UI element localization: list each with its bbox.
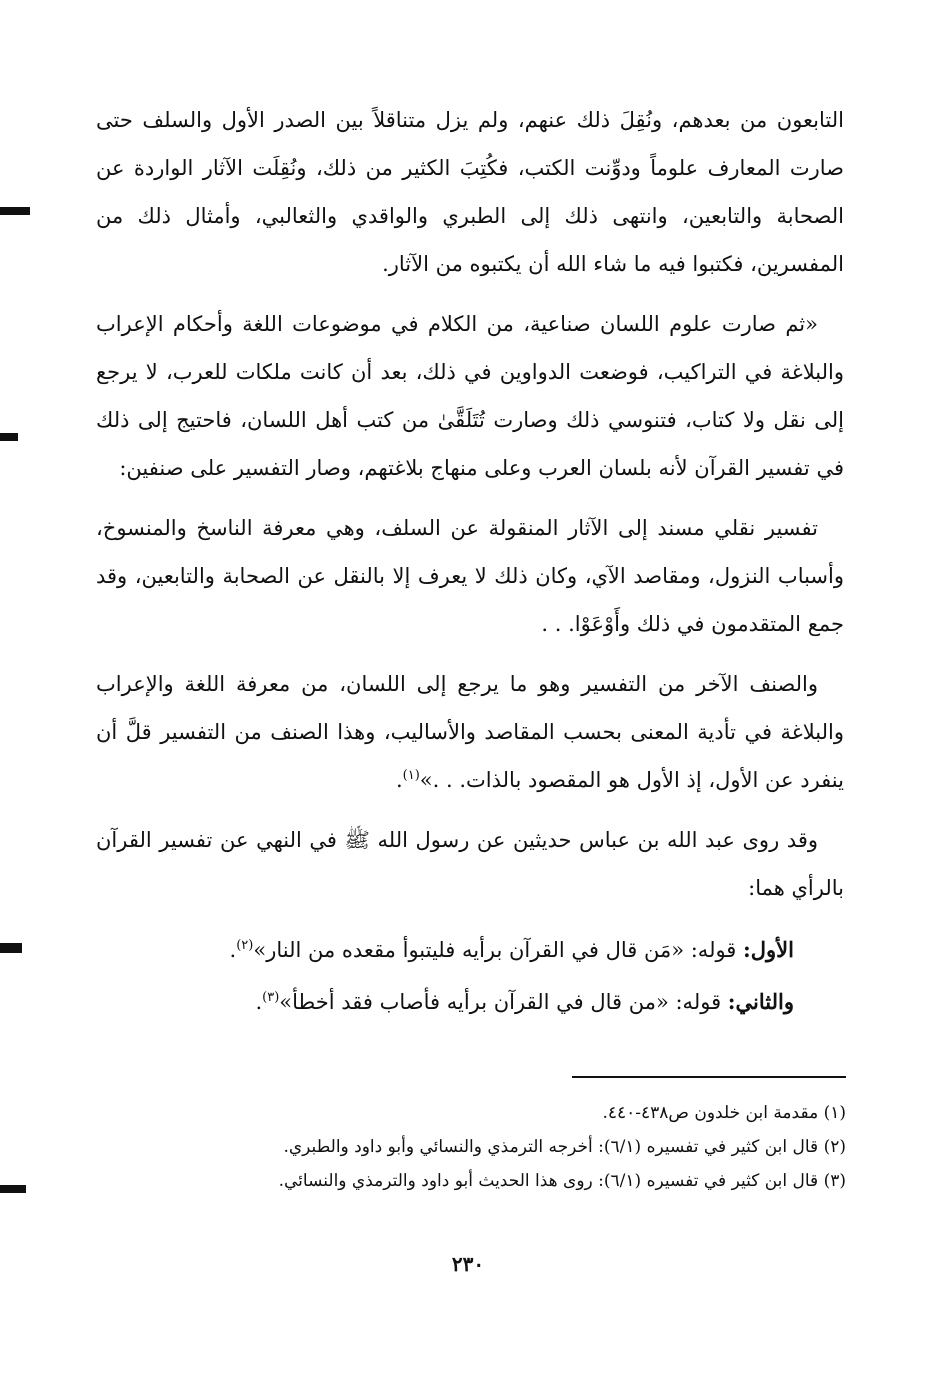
paragraph-text: والصنف الآخر من التفسير وهو ما يرجع إلى اللسان، من معرفة اللغة والإعراب والبلاغة في تأدية المعنى بحسب المقاصد والأساليب، وهذا الصنف من التفسير قلَّ أن ينفرد عن الأول، إذ الأول هو المقصود بالذات. . .» [96, 672, 844, 792]
margin-mark [0, 207, 30, 215]
paragraph-end: . [395, 768, 403, 792]
margin-mark [0, 433, 18, 441]
paragraph-quote-start: «ثم صارت علوم اللسان صناعية، من الكلام في موضوعات اللغة وأحكام الإعراب والبلاغة في التراكيب، فوضعت الدواوين في ذلك، بعد أن كانت ملكات للعرب، لا يرجع إلى نقل ولا كتاب، فتنوسي ذلك وصارت تُتَلَقَّىٰ من كتب أهل اللسان، فاحتيج إلى ذلك في تفسير القرآن لأنه بلسان العرب وعلى منهاج بلاغتهم، وصار التفسير على صنفين: [96, 312, 844, 480]
paragraph-hadith-intro: وقد روى عبد الله بن عباس حديثين عن رسول الله ﷺ في النهي عن تفسير القرآن بالرأي هما: [96, 828, 844, 900]
footnote-ref-1: (١) [402, 768, 420, 783]
footnote-2: (٢) قال ابن كثير في تفسيره (٦/١): أخرجه الترمذي والنسائي وأبو داود والطبري. [283, 1137, 846, 1157]
hadith-second [96, 976, 844, 1028]
hadith-second-text: قوله: «من قال في القرآن برأيه فأصاب فقد أخطأ» [279, 990, 728, 1014]
hadith-first-text: قوله: «مَن قال في القرآن برأيه فليتبوأ مقعده من النار» [253, 938, 744, 962]
paragraph-continuation: التابعون من بعدهم، ونُقِلَ ذلك عنهم، ولم يزل متناقلاً بين الصدر الأول والسلف حتى صارت المعارف علوماً ودوِّنت الكتب، فكُتِبَ الكثير من ذلك، ونُقِلَت الآثار الواردة عن الصحابة والتابعين، وانتهى ذلك إلى الطبري والواقدي والثعالبي، وأمثال ذلك من المفسرين، فكتبوا فيه ما شاء الله أن يكتبوه من الآثار. [96, 108, 844, 276]
footnote-3: (٣) قال ابن كثير في تفسيره (٦/١): روى هذا الحديث أبو داود والترمذي والنسائي. [278, 1171, 846, 1191]
margin-mark [0, 943, 22, 953]
paragraph-linguistic-tafsir [96, 660, 844, 804]
hadith-first-end: . [229, 938, 237, 962]
hadith-second-end: . [255, 990, 263, 1014]
hadith-first-label: الأول: [743, 937, 794, 962]
main-text [96, 96, 844, 1028]
footnotes [96, 1096, 846, 1198]
footnote-1: (١) مقدمة ابن خلدون ص٤٣٨-٤٤٠. [602, 1103, 846, 1123]
margin-mark [0, 1185, 26, 1193]
footnote-ref-3: (٣) [262, 990, 280, 1005]
hadith-first [96, 924, 844, 976]
hadith-second-label: والثاني: [727, 989, 794, 1014]
footnote-separator [572, 1076, 846, 1078]
paragraph-narrated-tafsir: تفسير نقلي مسند إلى الآثار المنقولة عن السلف، وهي معرفة الناسخ والمنسوخ، وأسباب النزول، ومقاصد الآي، وكان ذلك لا يعرف إلا بالنقل عن الصحابة والتابعين، وقد جمع المتقدمون في ذلك وأَوْعَوْا. . . [96, 516, 844, 636]
footnote-ref-2: (٢) [236, 938, 254, 953]
page-number: ٢٣٠ [451, 1252, 485, 1276]
